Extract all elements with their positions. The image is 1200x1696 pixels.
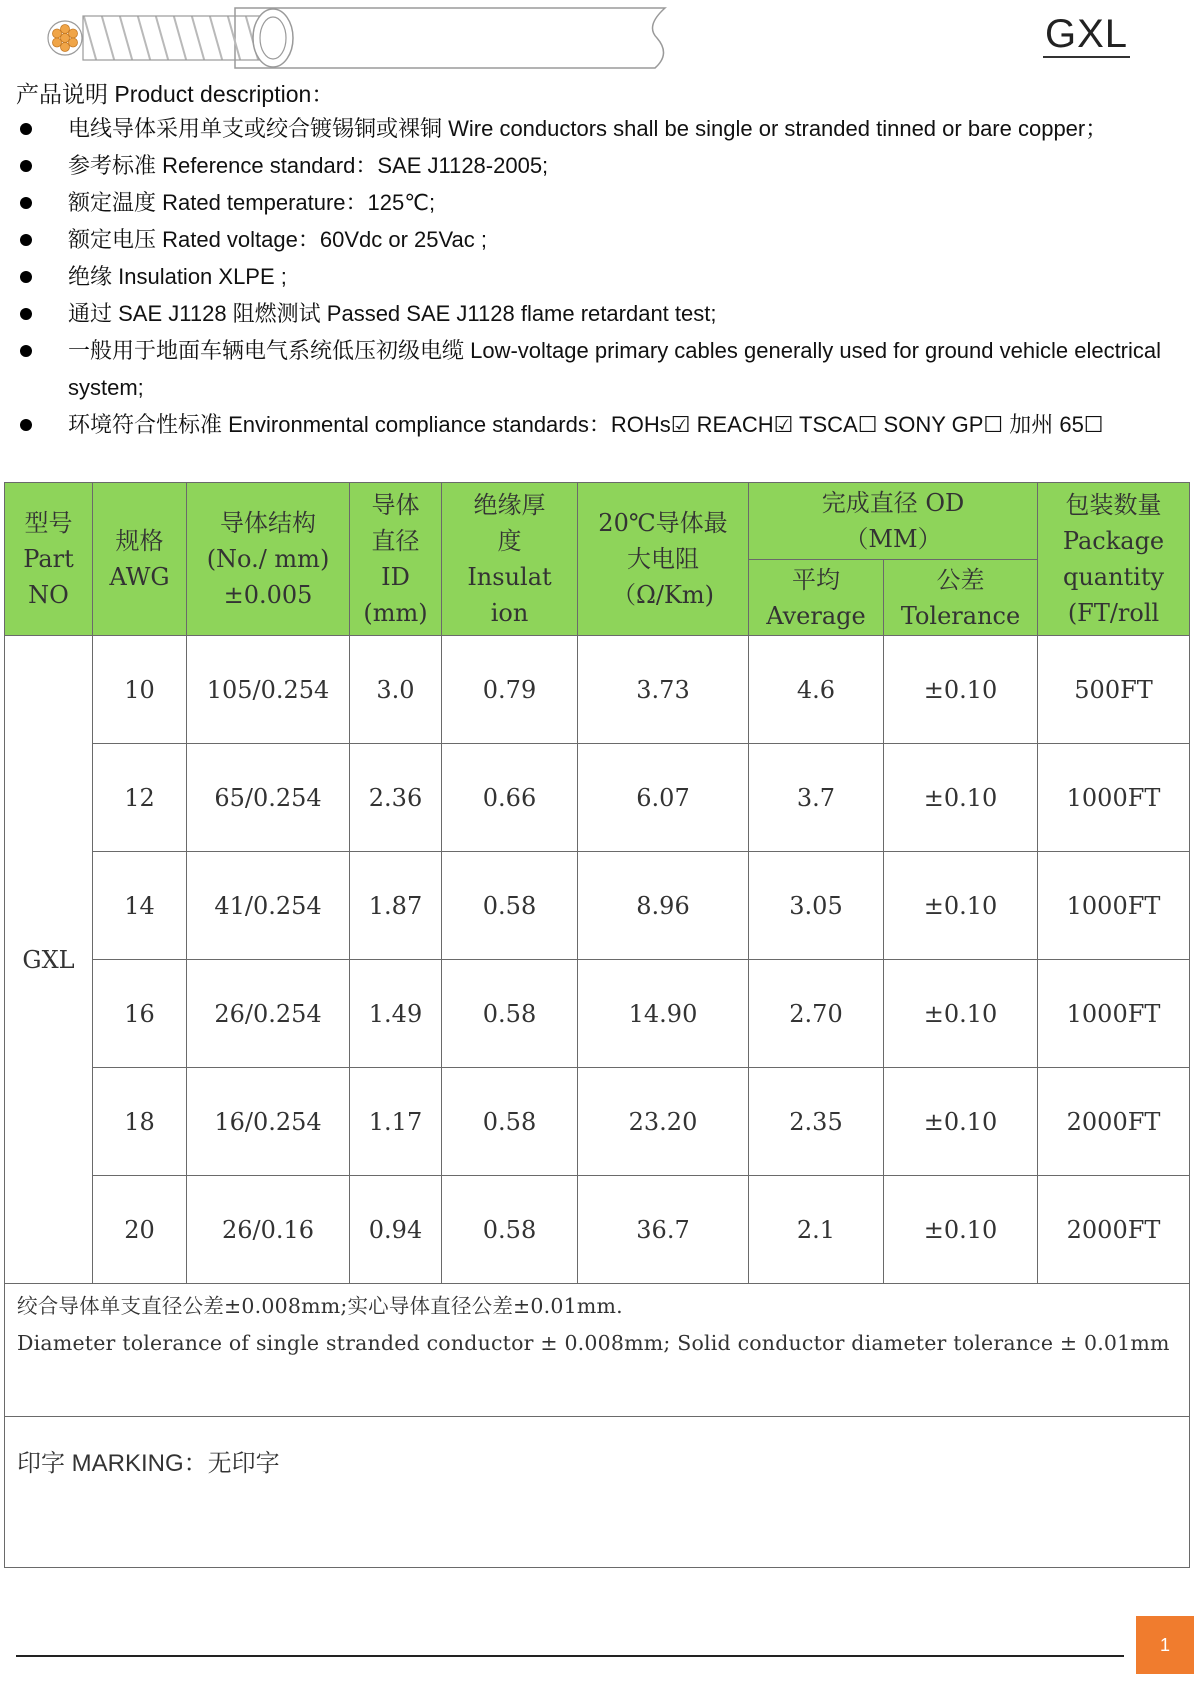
footer-divider bbox=[16, 1655, 1124, 1657]
od-tolerance-cell: ±0.10 bbox=[884, 1068, 1038, 1176]
package-cell: 2000FT bbox=[1038, 1068, 1190, 1176]
structure-cell: 26/0.16 bbox=[187, 1176, 350, 1284]
bullet-rated-voltage: 额定电压 Rated voltage：60Vdc or 25Vac ; bbox=[16, 221, 1191, 258]
resistance-cell: 8.96 bbox=[578, 852, 749, 960]
package-cell: 1000FT bbox=[1038, 852, 1190, 960]
structure-cell: 105/0.254 bbox=[187, 636, 350, 744]
awg-cell: 14 bbox=[93, 852, 187, 960]
structure-cell: 26/0.254 bbox=[187, 960, 350, 1068]
marking-cell: 印字 MARKING：无印字 bbox=[5, 1417, 1190, 1568]
od-tolerance-cell: ±0.10 bbox=[884, 744, 1038, 852]
model-title: GXL bbox=[1044, 12, 1128, 56]
od-average-cell: 2.35 bbox=[749, 1068, 884, 1176]
table-row bbox=[5, 960, 1190, 1068]
bullet-usage: 一般用于地面车辆电气系统低压初级电缆 Low-voltage primary cables generally used for ground vehicle electrical system; bbox=[16, 332, 1191, 406]
header-package: 包装数量 Package quantity (FT/roll bbox=[1038, 483, 1190, 636]
awg-cell: 16 bbox=[93, 960, 187, 1068]
insulation-cell: 0.79 bbox=[442, 636, 578, 744]
package-cell: 2000FT bbox=[1038, 1176, 1190, 1284]
spec-table bbox=[4, 482, 1190, 1568]
insulation-cell: 0.58 bbox=[442, 1176, 578, 1284]
conductor-id-cell: 3.0 bbox=[350, 636, 442, 744]
od-average-cell: 3.7 bbox=[749, 744, 884, 852]
header-resistance: 20℃导体最 大电阻 （Ω/Km) bbox=[578, 483, 749, 636]
table-row bbox=[5, 1068, 1190, 1176]
package-cell: 500FT bbox=[1038, 636, 1190, 744]
table-row bbox=[5, 1176, 1190, 1284]
resistance-cell: 23.20 bbox=[578, 1068, 749, 1176]
od-average-cell: 3.05 bbox=[749, 852, 884, 960]
resistance-cell: 14.90 bbox=[578, 960, 749, 1068]
part-number-cell: GXL bbox=[5, 636, 93, 1284]
awg-cell: 18 bbox=[93, 1068, 187, 1176]
awg-cell: 10 bbox=[93, 636, 187, 744]
od-tolerance-cell: ±0.10 bbox=[884, 1176, 1038, 1284]
conductor-id-cell: 1.87 bbox=[350, 852, 442, 960]
insulation-cell: 0.58 bbox=[442, 852, 578, 960]
table-row bbox=[5, 636, 1190, 744]
package-cell: 1000FT bbox=[1038, 960, 1190, 1068]
od-tolerance-cell: ±0.10 bbox=[884, 852, 1038, 960]
conductor-id-cell: 1.49 bbox=[350, 960, 442, 1068]
bullet-rated-temperature: 额定温度 Rated temperature：125℃; bbox=[16, 184, 1191, 221]
cable-illustration bbox=[45, 6, 745, 70]
bullet-conductor: 电线导体采用单支或绞合镀锡铜或裸铜 Wire conductors shall be single or stranded tinned or bare copper； bbox=[16, 110, 1191, 147]
bullet-flame-test: 通过 SAE J1128 阻燃测试 Passed SAE J1128 flame retardant test; bbox=[16, 295, 1191, 332]
page-number: 1 bbox=[1136, 1616, 1194, 1674]
insulation-cell: 0.58 bbox=[442, 1068, 578, 1176]
header-insulation: 绝缘厚 度 Insulat ion bbox=[442, 483, 578, 636]
description-list bbox=[16, 110, 1191, 443]
bullet-reference-standard: 参考标准 Reference standard：SAE J1128-2005; bbox=[16, 147, 1191, 184]
resistance-cell: 3.73 bbox=[578, 636, 749, 744]
conductor-id-cell: 0.94 bbox=[350, 1176, 442, 1284]
header-od: 完成直径 OD （MM） bbox=[749, 483, 1038, 560]
tolerance-note-cn: 绞合导体单支直径公差±0.008mm;实心导体直径公差±0.01mm. bbox=[17, 1294, 623, 1318]
od-average-cell: 4.6 bbox=[749, 636, 884, 744]
tolerance-note bbox=[5, 1284, 1190, 1417]
header-part-no: 型号 Part NO bbox=[5, 483, 93, 636]
table-row bbox=[5, 744, 1190, 852]
insulation-cell: 0.58 bbox=[442, 960, 578, 1068]
header-od-average: 平均 Average bbox=[749, 560, 884, 636]
insulation-cell: 0.66 bbox=[442, 744, 578, 852]
header-conductor-id: 导体 直径 ID (mm) bbox=[350, 483, 442, 636]
package-cell: 1000FT bbox=[1038, 744, 1190, 852]
description-heading: 产品说明 Product description： bbox=[16, 81, 335, 107]
header-structure: 导体结构 (No./ mm) ±0.005 bbox=[187, 483, 350, 636]
od-tolerance-cell: ±0.10 bbox=[884, 636, 1038, 744]
tolerance-note-en: Diameter tolerance of single stranded conductor ± 0.008mm; Solid conductor diameter tolerance ± 0.01mm bbox=[17, 1331, 1170, 1355]
awg-cell: 20 bbox=[93, 1176, 187, 1284]
bullet-insulation: 绝缘 Insulation XLPE ; bbox=[16, 258, 1191, 295]
awg-cell: 12 bbox=[93, 744, 187, 852]
conductor-id-cell: 2.36 bbox=[350, 744, 442, 852]
od-average-cell: 2.70 bbox=[749, 960, 884, 1068]
conductor-id-cell: 1.17 bbox=[350, 1068, 442, 1176]
header-awg: 规格 AWG bbox=[93, 483, 187, 636]
od-average-cell: 2.1 bbox=[749, 1176, 884, 1284]
structure-cell: 41/0.254 bbox=[187, 852, 350, 960]
structure-cell: 16/0.254 bbox=[187, 1068, 350, 1176]
resistance-cell: 6.07 bbox=[578, 744, 749, 852]
resistance-cell: 36.7 bbox=[578, 1176, 749, 1284]
od-tolerance-cell: ±0.10 bbox=[884, 960, 1038, 1068]
table-row bbox=[5, 852, 1190, 960]
header-od-tolerance: 公差 Tolerance bbox=[884, 560, 1038, 636]
structure-cell: 65/0.254 bbox=[187, 744, 350, 852]
bullet-compliance: 环境符合性标准 Environmental compliance standards：ROHs☑ REACH☑ TSCA☐ SONY GP☐ 加州 65☐ bbox=[16, 406, 1191, 443]
